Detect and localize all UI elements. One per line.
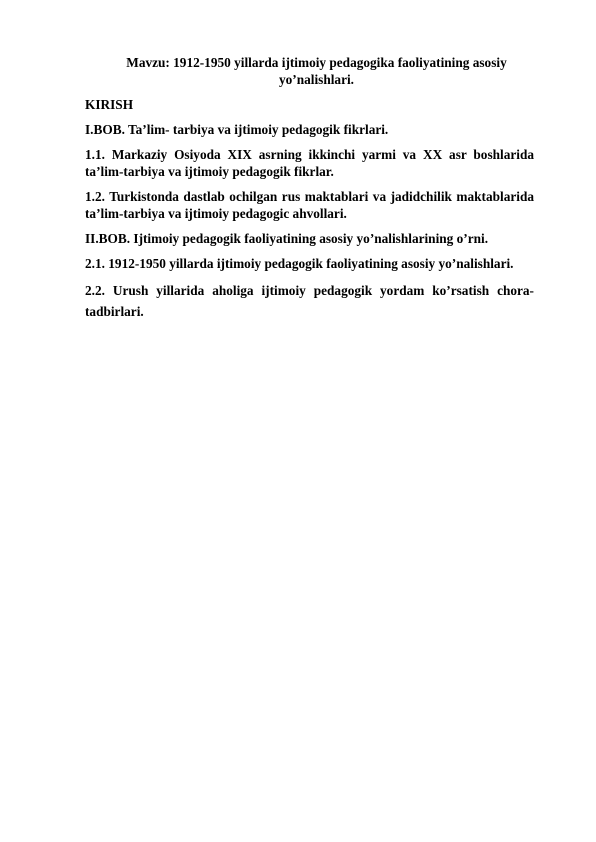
toc-item-section-1-1 bbox=[85, 146, 534, 180]
toc-item-section-2-2 bbox=[85, 280, 534, 322]
toc-item-section-1-2-line-2: ta’lim-tarbiya va ijtimoiy pedagogic ahvollari. bbox=[85, 206, 347, 221]
toc-item-section-1-2 bbox=[85, 188, 534, 222]
toc-item-section-1-1-line-2: ta’lim-tarbiya va ijtimoiy pedagogik fikrlar. bbox=[85, 164, 334, 179]
title-line-2: yo’nalishlari. bbox=[279, 72, 354, 87]
toc-item-chapter-2: II.BOB. Ijtimoiy pedagogik faoliyatining asosiy yo’nalishlarining o’rni. bbox=[85, 231, 489, 246]
document-title bbox=[85, 54, 534, 88]
toc-item-chapter-1: I.BOB. Ta’lim- tarbiya va ijtimoiy pedagogik fikrlari. bbox=[85, 122, 389, 137]
toc-item-section-1-2-line-1: 1.2. Turkistonda dastlab ochilgan rus maktablari va jadidchilik maktablarida bbox=[85, 189, 534, 204]
toc-item-introduction: KIRISH bbox=[85, 97, 134, 112]
toc-item-section-2-1: 2.1. 1912-1950 yillarda ijtimoiy pedagogik faoliyatining asosiy yo’nalishlari. bbox=[85, 256, 514, 271]
toc-item-section-1-1-line-1: 1.1. Markaziy Osiyoda XIX asrning ikkinchi yarmi va XX asr boshlarida bbox=[85, 147, 534, 162]
toc-item-section-2-2-line-2: tadbirlari. bbox=[85, 304, 144, 319]
toc-item-section-2-2-line-1: 2.2. Urush yillarida aholiga ijtimoiy pedagogik yordam ko’rsatish chora- bbox=[85, 283, 534, 298]
title-line-1: Mavzu: 1912-1950 yillarda ijtimoiy pedagogika faoliyatining asosiy bbox=[126, 55, 507, 70]
